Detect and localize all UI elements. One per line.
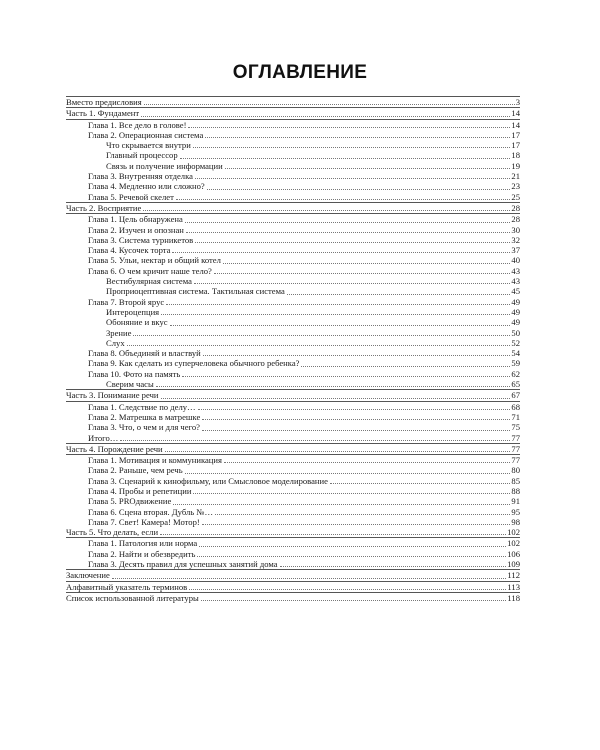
dot-leader [207, 188, 511, 190]
toc-entry[interactable] [66, 171, 520, 181]
toc-entry-page: 49 [511, 296, 520, 307]
toc-entry[interactable] [66, 140, 520, 150]
toc-entry[interactable] [66, 235, 520, 245]
toc-entry[interactable] [66, 192, 520, 202]
toc-entry-page: 67 [511, 390, 520, 401]
dot-leader [205, 136, 510, 138]
toc-entry-label: Обоняние и вкус [106, 317, 168, 328]
toc-entry-page: 85 [511, 475, 520, 486]
toc-entry-label: Слух [106, 337, 125, 348]
dot-leader [193, 146, 511, 148]
toc-entry-label: Глава 10. Фото на память [88, 368, 181, 379]
toc-entry-page: 102 [507, 527, 520, 538]
toc-entry-label: Глава 5. Ульи, нектар и общий котел [88, 255, 221, 266]
toc-entry[interactable] [66, 161, 520, 171]
toc-entry-page: 19 [511, 160, 520, 171]
toc-entry[interactable] [66, 559, 520, 569]
toc-entry-page: 3 [515, 97, 520, 107]
dot-leader [195, 177, 510, 179]
toc-entry-page: 109 [507, 559, 520, 570]
dot-leader [214, 272, 511, 274]
toc-entry-page: 80 [511, 465, 520, 476]
dot-leader [186, 231, 511, 233]
dot-leader [225, 167, 511, 169]
toc-entry-label: Глава 8. Объединяй и властвуй [88, 348, 201, 359]
toc-entry-page: 62 [511, 368, 520, 379]
toc-entry-label: Глава 3. Внутренняя отделка [88, 171, 193, 182]
toc-entry[interactable] [66, 255, 520, 265]
toc-entry-label: Глава 3. Сценарий к кинофильму, или Смысловое моделирование [88, 475, 328, 486]
toc-entry[interactable] [66, 97, 520, 107]
toc-entry-label: Часть 5. Что делать, если [66, 527, 159, 538]
toc-entry-page: 77 [511, 443, 520, 454]
toc-entry[interactable] [66, 527, 520, 537]
toc-entry[interactable] [66, 119, 520, 130]
toc-entry[interactable] [66, 348, 520, 358]
toc-entry-page: 98 [511, 516, 520, 527]
toc-entry[interactable] [66, 297, 520, 307]
toc-entry[interactable] [66, 389, 520, 400]
toc-entry-page: 106 [507, 548, 520, 559]
toc-entry[interactable] [66, 412, 520, 422]
toc-entry-label: Глава 6. О чем кричит наше тело? [88, 265, 212, 276]
toc-entry-page: 30 [511, 224, 520, 235]
toc-entry-page: 14 [511, 119, 520, 130]
dot-leader [202, 429, 510, 431]
toc-entry-page: 95 [511, 506, 520, 517]
toc-entry-label: Глава 3. Что, о чем и для чего? [88, 422, 200, 433]
toc-entry-label: Глава 5. PROдвижение [88, 496, 172, 507]
toc-entry[interactable] [66, 150, 520, 160]
page-title: ОГЛАВЛЕНИЕ [232, 62, 368, 83]
dot-leader [185, 221, 511, 223]
toc-entry[interactable] [66, 507, 520, 517]
toc-entry-label: Глава 3. Система турникетов [88, 234, 194, 245]
toc-entry[interactable] [66, 276, 520, 286]
dot-leader [188, 126, 510, 128]
toc-entry[interactable] [66, 443, 520, 454]
toc-entry-label: Глава 1. Цель обнаружена [88, 214, 183, 225]
dot-leader [185, 472, 511, 474]
dot-leader [112, 577, 507, 579]
toc-entry-page: 54 [511, 348, 520, 359]
toc-entry-label: Глава 4. Медленно или сложно? [88, 181, 205, 192]
toc-entry-page: 59 [511, 358, 520, 369]
dot-leader [203, 354, 511, 356]
dot-leader [224, 461, 510, 463]
toc-entry[interactable] [66, 454, 520, 465]
toc-entry[interactable] [66, 245, 520, 255]
toc-entry-label: Глава 1. Мотивация и коммуникация [88, 455, 222, 466]
dot-leader [330, 482, 510, 484]
dot-leader [156, 385, 511, 387]
toc-entry-label: Глава 2. Изучен и опознан [88, 224, 184, 235]
dot-leader [301, 365, 510, 367]
dot-leader [173, 503, 510, 505]
toc-entry[interactable] [66, 328, 520, 338]
toc-entry-page: 50 [511, 327, 520, 338]
dot-leader [141, 115, 510, 117]
dot-leader [189, 588, 506, 590]
toc-entry-page: 77 [511, 432, 520, 443]
toc-entry[interactable] [66, 592, 520, 603]
toc-entry[interactable] [66, 517, 520, 527]
toc-entry-label: Алфавитный указатель терминов [66, 581, 188, 592]
toc-entry[interactable] [66, 369, 520, 379]
dot-leader [199, 545, 506, 547]
toc-entry[interactable] [66, 401, 520, 412]
toc-entry-page: 118 [507, 592, 520, 603]
dot-leader [160, 533, 506, 535]
toc-entry-label: Часть 2. Восприятие [66, 202, 142, 213]
dot-leader [182, 375, 510, 377]
toc-entry[interactable] [66, 225, 520, 235]
toc-entry-label: Интероцепция [106, 306, 160, 317]
dot-leader [161, 313, 510, 315]
toc-entry[interactable] [66, 317, 520, 327]
toc-entry-label: Вестибулярная система [106, 276, 192, 287]
toc-entry-label: Глава 7. Свет! Камера! Мотор! [88, 516, 200, 527]
toc-entry[interactable] [66, 496, 520, 506]
toc-entry-page: 71 [511, 411, 520, 422]
toc-entry-page: 40 [511, 255, 520, 266]
toc-entry-label: Глава 4. Кусочек торта [88, 245, 171, 256]
toc-entry-label: Часть 4. Порождение речи [66, 443, 163, 454]
toc-entry-page: 32 [511, 234, 520, 245]
toc-entry-label: Вместо предисловия [66, 97, 142, 107]
toc-entry[interactable] [66, 307, 520, 317]
toc-entry-label: Глава 7. Второй ярус [88, 296, 165, 307]
dot-leader [202, 523, 511, 525]
toc-entry[interactable] [66, 130, 520, 140]
dot-leader [133, 334, 510, 336]
dot-leader [197, 555, 506, 557]
dot-leader [280, 565, 507, 567]
toc-entry[interactable] [66, 358, 520, 368]
toc-entry[interactable] [66, 569, 520, 580]
toc-entry[interactable] [66, 476, 520, 486]
dot-leader [144, 103, 515, 105]
toc-entry-page: 113 [507, 581, 520, 592]
dot-leader [161, 397, 511, 399]
toc-entry-page: 68 [511, 401, 520, 412]
toc-entry-label: Глава 1. Следствие по делу… [88, 401, 196, 412]
toc-entry-page: 28 [511, 214, 520, 225]
toc-entry[interactable] [66, 107, 520, 118]
toc-entry-label: Глава 2. Найти и обезвредить [88, 548, 196, 559]
toc-entry[interactable] [66, 465, 520, 475]
toc-entry-label: Глава 6. Сцена вторая. Дубль №… [88, 506, 214, 517]
toc-entry-label: Заключение [66, 570, 110, 581]
toc-entry-label: Сверим часы [106, 379, 154, 390]
toc-entry-label: Часть 3. Понимание речи [66, 390, 159, 401]
toc-entry-page: 43 [511, 276, 520, 287]
dot-leader [180, 157, 511, 159]
toc-entry-page: 88 [511, 485, 520, 496]
toc-entry-page: 43 [511, 265, 520, 276]
toc-entry[interactable] [66, 486, 520, 496]
toc-entry-label: Связь и получение информации [106, 160, 223, 171]
toc-entry[interactable] [66, 202, 520, 213]
toc-entry-page: 17 [511, 140, 520, 151]
toc-entry[interactable] [66, 581, 520, 592]
dot-leader [165, 450, 511, 452]
dot-leader [287, 293, 511, 295]
toc-entry-page: 52 [511, 337, 520, 348]
toc-entry-label: Глава 2. Матрешка в матрешке [88, 411, 201, 422]
toc-entry[interactable] [66, 537, 520, 548]
toc-entry-label: Глава 2. Операционная система [88, 129, 204, 140]
toc-entry[interactable] [66, 379, 520, 389]
toc-entry-label: Что скрывается внутри [106, 140, 191, 151]
toc-entry-page: 77 [511, 455, 520, 466]
dot-leader [176, 198, 511, 200]
toc-entry-page: 18 [511, 150, 520, 161]
dot-leader [201, 599, 507, 601]
toc-entry-page: 112 [507, 570, 520, 581]
toc-entry[interactable] [66, 286, 520, 296]
toc-entry-label: Главный процессор [106, 150, 178, 161]
toc-entry[interactable] [66, 213, 520, 224]
toc-entry-page: 49 [511, 317, 520, 328]
dot-leader [166, 303, 510, 305]
toc-entry-label: Глава 5. Речевой скелет [88, 191, 174, 202]
toc-entry-label: Часть 1. Фундамент [66, 108, 140, 119]
toc-entry-page: 21 [511, 171, 520, 182]
dot-leader [143, 209, 510, 211]
table-of-contents [66, 96, 520, 603]
toc-entry-label: Глава 9. Как сделать из суперчеловека обычного ребенка? [88, 358, 300, 369]
toc-entry[interactable] [66, 181, 520, 191]
toc-entry[interactable] [66, 422, 520, 432]
toc-entry-page: 17 [511, 129, 520, 140]
toc-entry-page: 49 [511, 306, 520, 317]
toc-entry-page: 65 [511, 379, 520, 390]
toc-entry-label: Зрение [106, 327, 132, 338]
toc-entry-page: 91 [511, 496, 520, 507]
toc-entry-label: Глава 2. Раньше, чем речь [88, 465, 183, 476]
dot-leader [223, 262, 511, 264]
dot-leader [215, 513, 510, 515]
toc-entry[interactable] [66, 266, 520, 276]
toc-entry-page: 28 [511, 202, 520, 213]
toc-entry[interactable] [66, 338, 520, 348]
dot-leader [193, 492, 510, 494]
dot-leader [120, 439, 510, 441]
toc-entry-page: 75 [511, 422, 520, 433]
toc-entry-page: 25 [511, 191, 520, 202]
toc-entry-label: Итого… [88, 432, 119, 443]
toc-entry-label: Глава 3. Десять правил для успешных занятий дома [88, 559, 278, 570]
dot-leader [172, 251, 510, 253]
toc-entry-label: Глава 1. Все дело в голове! [88, 119, 187, 130]
toc-entry-label: Глава 4. Пробы и репетиции [88, 485, 192, 496]
dot-leader [202, 418, 510, 420]
toc-entry-label: Список использованной литературы [66, 592, 199, 603]
toc-entry-page: 102 [507, 538, 520, 549]
toc-entry-page: 45 [511, 286, 520, 297]
toc-entry-page: 37 [511, 245, 520, 256]
toc-entry-page: 23 [511, 181, 520, 192]
dot-leader [198, 408, 511, 410]
dot-leader [195, 241, 510, 243]
dot-leader [127, 344, 511, 346]
toc-entry-label: Проприоцептивная система. Тактильная система [106, 286, 285, 297]
dot-leader [194, 282, 510, 284]
toc-entry-label: Глава 1. Патология или норма [88, 538, 198, 549]
dot-leader [170, 324, 511, 326]
toc-entry[interactable] [66, 549, 520, 559]
toc-entry-page: 14 [511, 108, 520, 119]
toc-entry[interactable] [66, 433, 520, 443]
